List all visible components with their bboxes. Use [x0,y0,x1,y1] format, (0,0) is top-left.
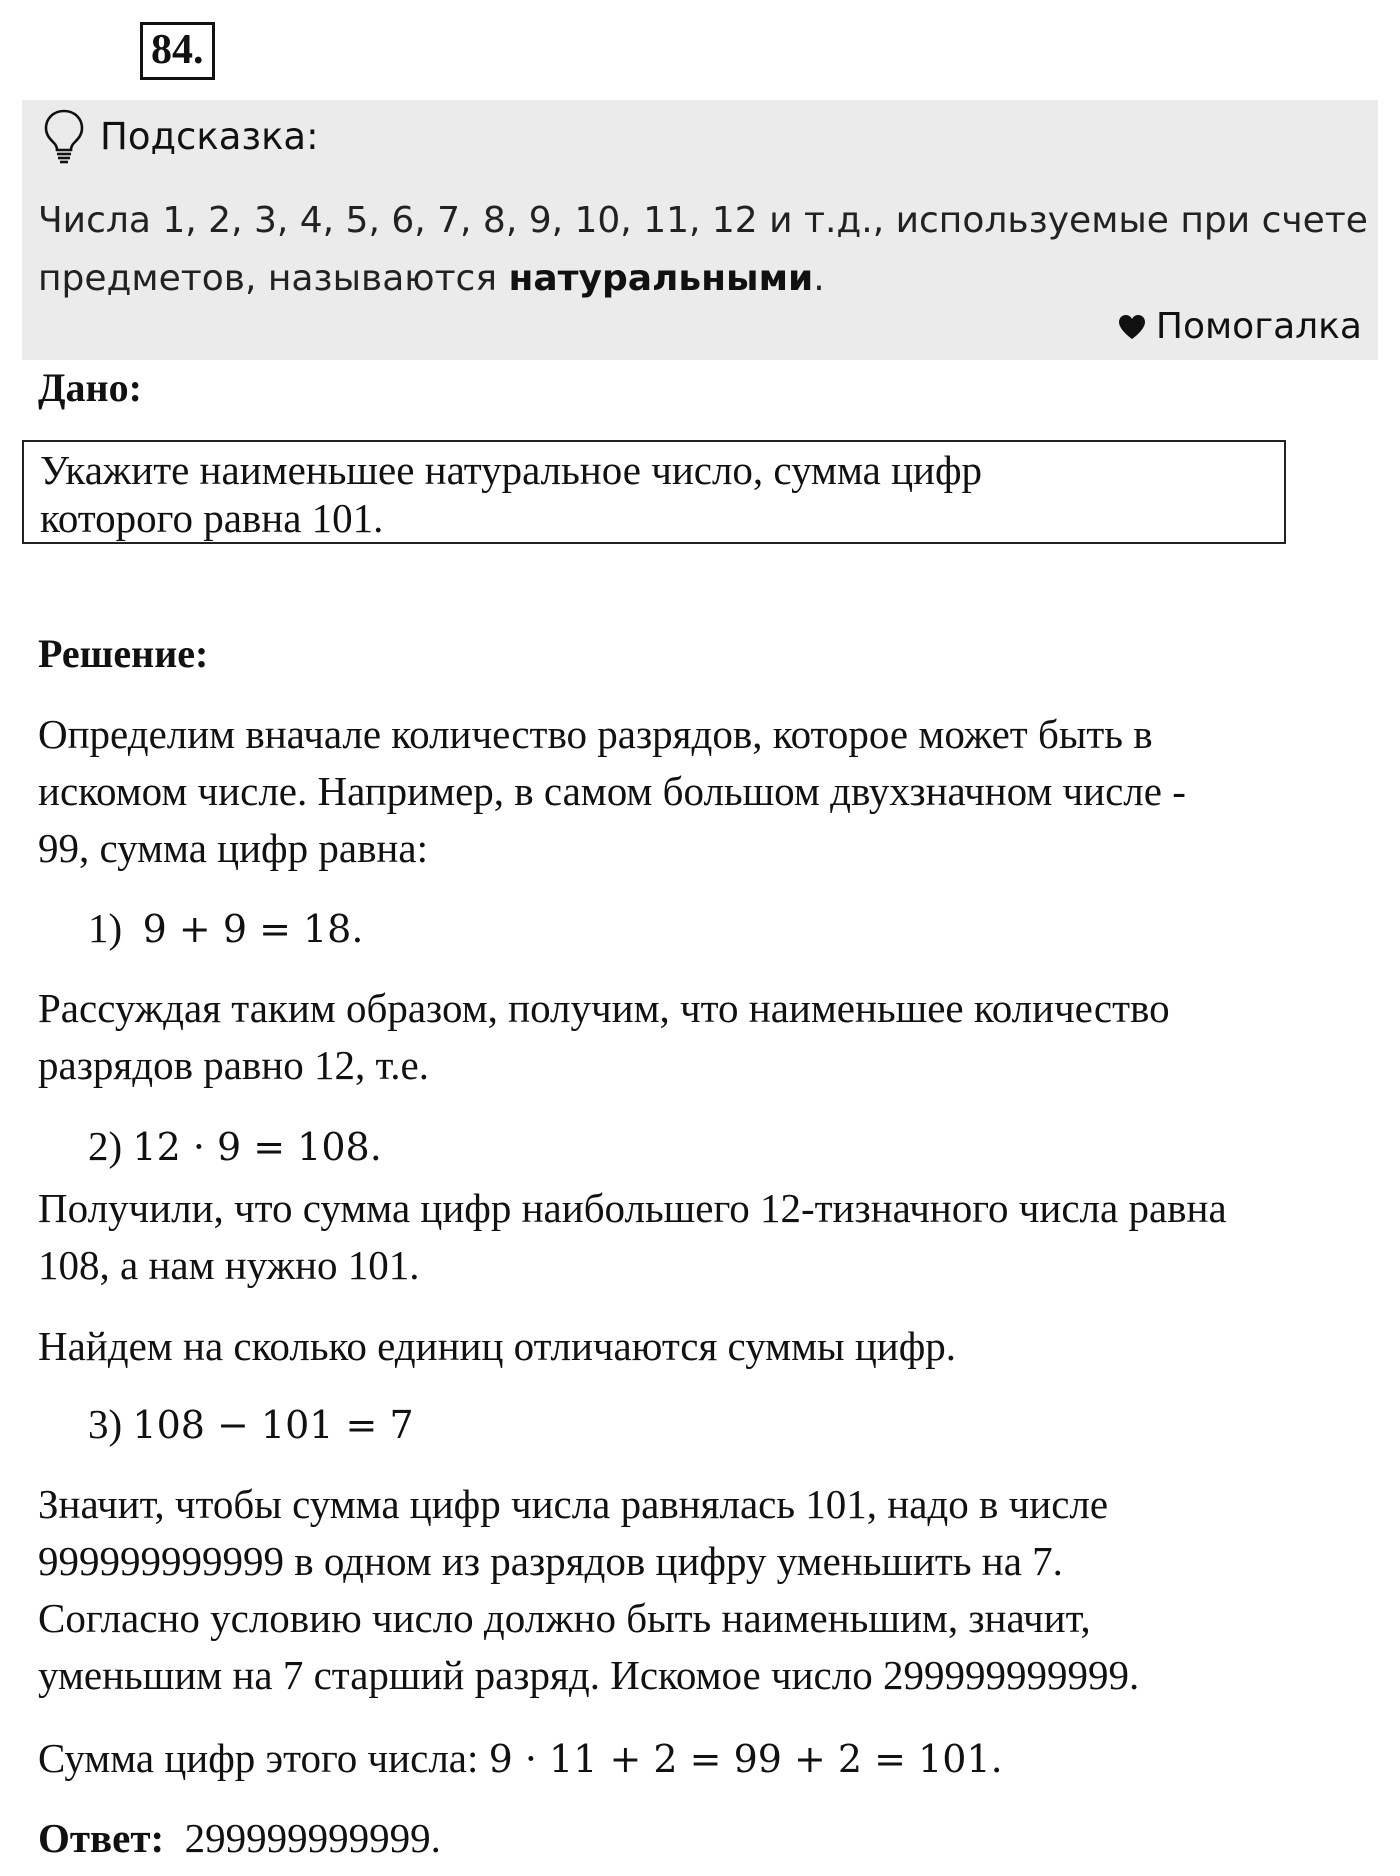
step-2 [88,1118,382,1176]
lightbulb-icon [42,108,86,164]
solution-paragraph-2 [38,980,1378,1094]
step-3-equation: 108 − 101 = 7 [132,1403,414,1447]
hint-text [38,192,1368,308]
solution-heading: Решение: [38,631,209,676]
step-2-equation: 12 · 9 = 108. [132,1125,382,1169]
step-1-equation: 9 + 9 = 18. [142,907,364,951]
solution-paragraph-5 [38,1476,1378,1704]
p5-line-2: 999999999999 в одном из разрядов цифру уменьшить на 7. [38,1538,1063,1584]
answer-label: Ответ: [38,1815,165,1861]
p6-text: Сумма цифр этого числа: [38,1735,489,1781]
heart-icon [1118,314,1146,340]
solution-paragraph-3 [38,1180,1378,1294]
p3-line-1: Получили, что сумма цифр наибольшего 12-тизначного числа равна [38,1185,1227,1231]
p5-line-1: Значит, чтобы сумма цифр числа равнялась 101, надо в числе [38,1481,1109,1527]
step-2-label: 2) [88,1123,123,1169]
given-line-1: Укажите наименьшее натуральное число, сумма цифр [40,447,983,493]
answer [38,1810,441,1867]
step-3 [88,1396,414,1454]
answer-value: 299999999999. [184,1815,441,1861]
solution-paragraph-1 [38,706,1378,877]
p6-equation: 9 · 11 + 2 = 99 + 2 = 101. [488,1737,1003,1781]
p3-line-2: 108, а нам нужно 101. [38,1242,420,1288]
hint-header [42,108,319,164]
p5-line-3: Согласно условию число должно быть наименьшим, значит, [38,1595,1091,1641]
task-number: 84. [140,22,215,80]
p1-line-1: Определим вначале количество разрядов, которое может быть в [38,711,1153,757]
step-1 [88,900,363,958]
hint-text-end: . [813,258,825,299]
p5-line-4: уменьшим на 7 старший разряд. Искомое число 299999999999. [38,1652,1140,1698]
given-line-2: которого равна 101. [40,495,384,541]
step-3-label: 3) [88,1401,123,1447]
hint-text-bold: натуральными [508,258,814,299]
p1-line-3: 99, сумма цифр равна: [38,825,428,871]
hint-text-main: Числа 1, 2, 3, 4, 5, 6, 7, 8, 9, 10, 11, 12 и т.д., используемые при счете предметов, называются [38,200,1368,299]
given-box [22,440,1286,544]
hint-box [22,100,1378,360]
p2-line-2: разрядов равно 12, т.е. [38,1042,430,1088]
hint-title: Подсказка: [100,114,319,158]
credit-label: Помогалка [1155,306,1362,347]
given-heading: Дано: [38,365,142,410]
step-1-label: 1) [88,905,123,951]
p1-line-2: искомом числе. Например, в самом большом двухзначном числе - [38,768,1186,814]
credit [1118,306,1362,347]
solution-paragraph-4: Найдем на сколько единиц отличаются суммы цифр. [38,1323,957,1369]
p2-line-1: Рассуждая таким образом, получим, что наименьшее количество [38,985,1170,1031]
solution-paragraph-6 [38,1730,1378,1788]
